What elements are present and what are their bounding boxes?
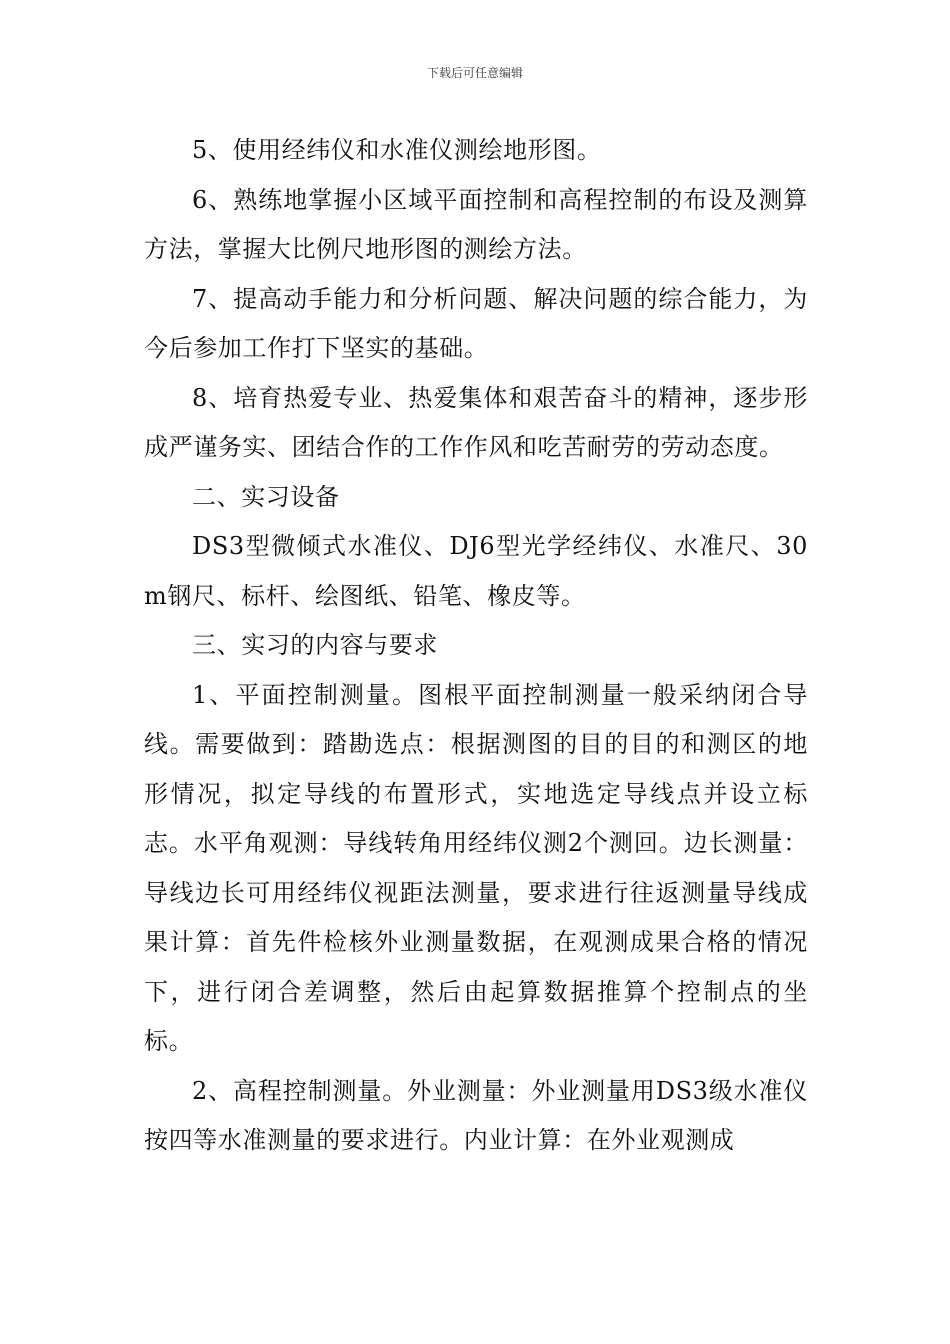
paragraph-plane-control-survey: 1、平面控制测量。图根平面控制测量一般采纳闭合导线。需要做到：踏勘选点：根据测图的目的目的和测区的地形情况，拟定导线的布置形式，实地选定导线点并设立标志。水平角观测：导线转角用经纬仪测2个测回。边长测量：导线边长可用经纬仪视距法测量，要求进行往返测量导线成果计算：首先件检核外业测量数据，在观测成果合格的情况下，进行闭合差调整，然后由起算数据推算个控制点的坐标。 [144,680,808,1055]
section-heading-content-requirements: 三、实习的内容与要求 [192,631,438,659]
document-body [144,126,808,1166]
paragraph-goal-8: 8、培育热爱专业、热爱集体和艰苦奋斗的精神，逐步形成严谨务实、团结合作的工作作风和吃苦耐劳的劳动态度。 [144,383,808,461]
paragraph-goal-6: 6、熟练地掌握小区域平面控制和高程控制的布设及测算方法，掌握大比例尺地形图的测绘方法。 [144,185,808,263]
section-heading-equipment: 二、实习设备 [192,482,340,511]
page-header: 下载后可任意编辑 [426,66,523,80]
paragraph-goal-5: 5、使用经纬仪和水准仪测绘地形图。 [192,136,602,164]
paragraph-elevation-control-survey: 2、高程控制测量。外业测量：外业测量用DS3级水准仪按四等水准测量的要求进行。内业计算：在外业观测成 [144,1076,808,1154]
paragraph-goal-7: 7、提高动手能力和分析问题、解决问题的综合能力，为今后参加工作打下坚实的基础。 [144,284,808,362]
paragraph-equipment-list: DS3型微倾式水准仪、DJ6型光学经纬仪、水准尺、30m钢尺、标杆、绘图纸、铅笔、橡皮等。 [144,532,808,610]
